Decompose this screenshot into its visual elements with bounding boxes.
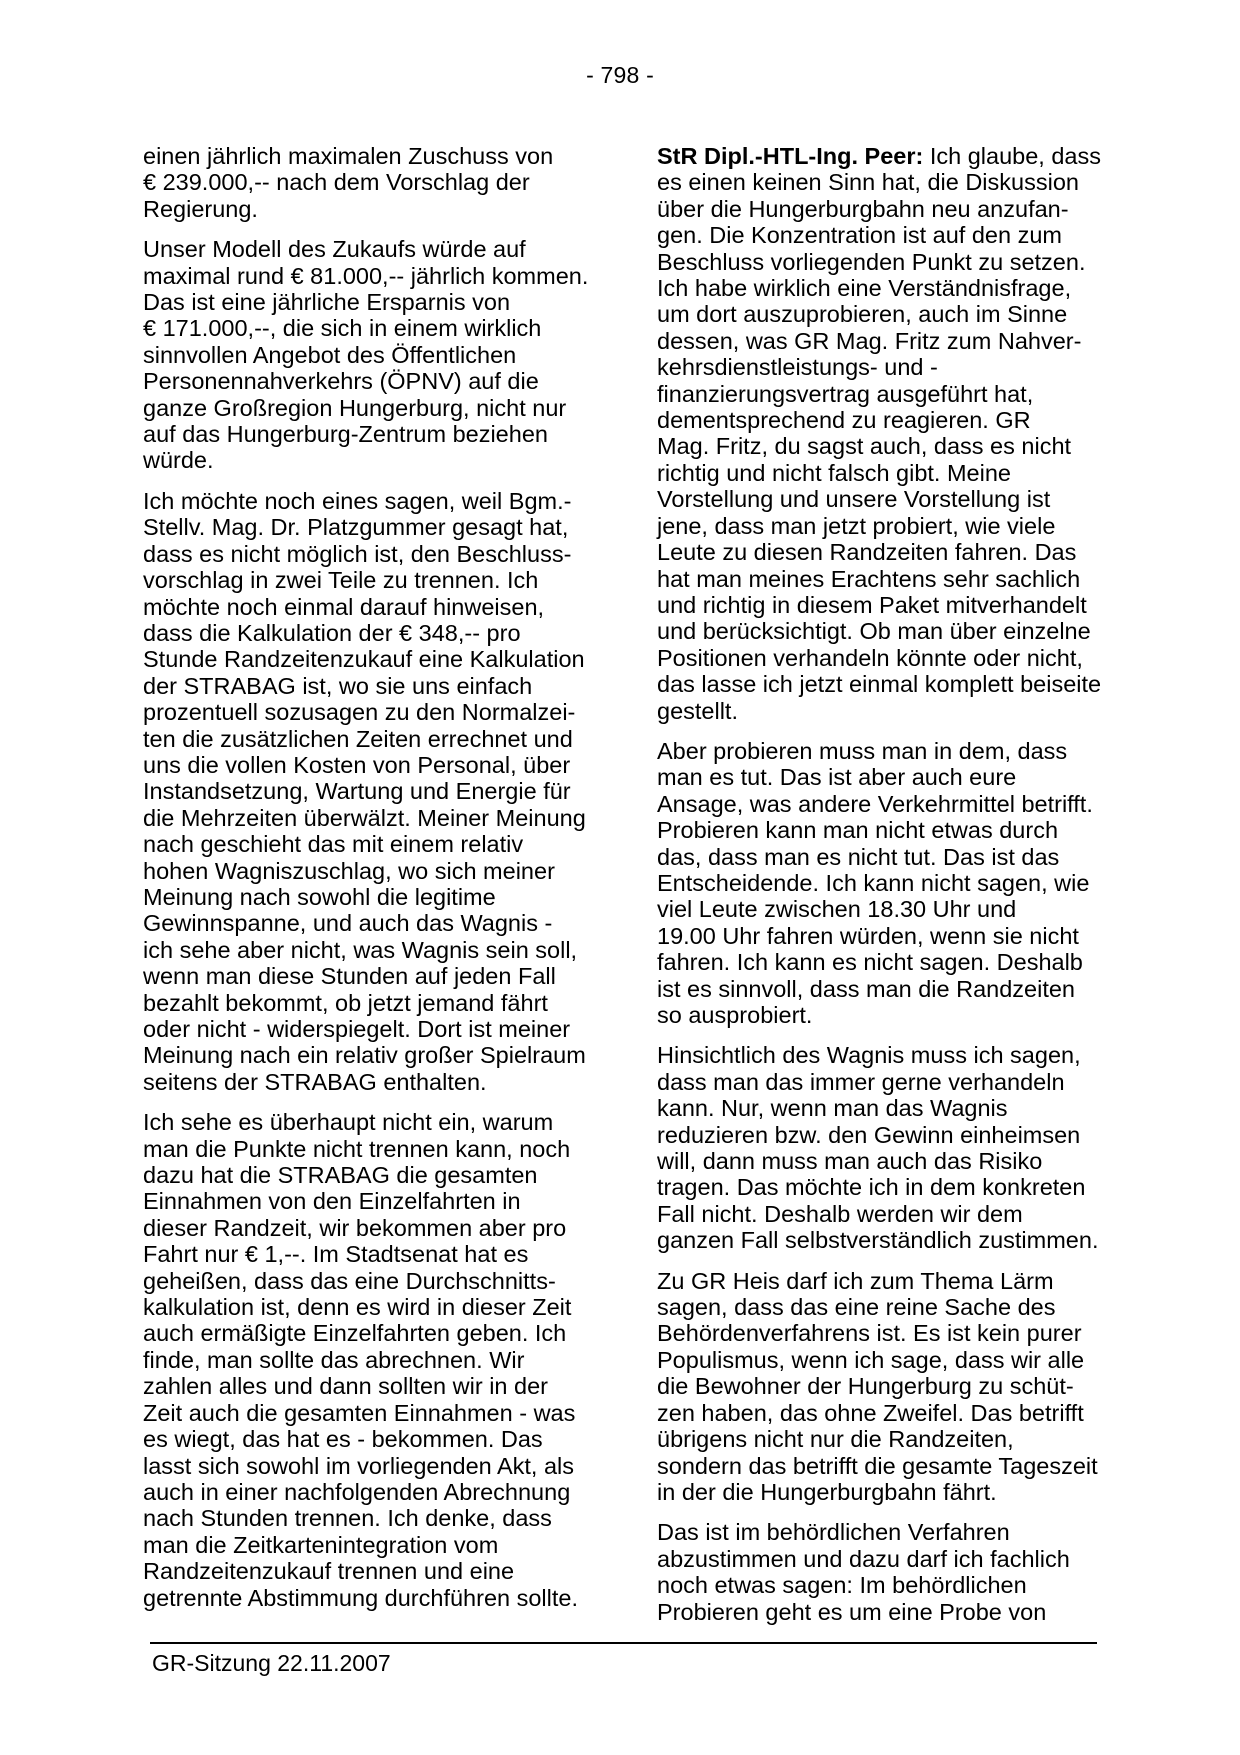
text-line: sagen, dass das eine reine Sache des	[657, 1294, 1056, 1321]
text-line: wenn man diese Stunden auf jeden Fall	[143, 963, 556, 990]
text-line: kalkulation ist, denn es wird in dieser Zeit	[143, 1294, 572, 1321]
text-line: ist es sinnvoll, dass man die Randzeiten	[657, 975, 1075, 1002]
text-line: und berücksichtigt. Ob man über einzelne	[657, 618, 1091, 645]
text-line: € 171.000,--, die sich in einem wirklich	[143, 315, 542, 342]
text-line: dieser Randzeit, wir bekommen aber pro	[143, 1214, 567, 1241]
text-line: Entscheidende. Ich kann nicht sagen, wie	[657, 869, 1090, 896]
text-line: es einen keinen Sinn hat, die Diskussion	[657, 169, 1079, 196]
text-line: die Mehrzeiten überwälzt. Meiner Meinung	[143, 804, 586, 831]
left-column	[143, 143, 643, 1625]
text-line: noch etwas sagen: Im behördlichen	[657, 1572, 1027, 1599]
text-line: Unser Modell des Zukaufs würde auf	[143, 236, 526, 263]
text-line: das lasse ich jetzt einmal komplett beiseite	[657, 671, 1102, 698]
text-line: Mag. Fritz, du sagst auch, dass es nicht	[657, 433, 1072, 460]
text-line: der STRABAG ist, wo sie uns einfach	[143, 672, 533, 699]
text-line: Beschluss vorliegenden Punkt zu setzen.	[657, 248, 1086, 275]
text-line: Fahrt nur € 1,--. Im Stadtsenat hat es	[143, 1241, 529, 1268]
text-line: lasst sich sowohl im vorliegenden Akt, als	[143, 1452, 575, 1479]
text-line: Ich habe wirklich eine Verständnisfrage,	[657, 275, 1072, 302]
text-line: Regierung.	[143, 195, 258, 222]
text-line: viel Leute zwischen 18.30 Uhr und	[657, 896, 1017, 923]
text-line: zahlen alles und dann sollten wir in der	[143, 1373, 548, 1400]
text-line: das, dass man es nicht tut. Das ist das	[657, 843, 1060, 870]
text-line: Ich sehe es überhaupt nicht ein, warum	[143, 1109, 554, 1136]
text-line: man es tut. Das ist aber auch eure	[657, 764, 1017, 791]
text-line: abzustimmen und dazu darf ich fachlich	[657, 1545, 1070, 1572]
paragraph	[143, 488, 643, 1095]
text-line: Das ist eine jährliche Ersparnis von	[143, 289, 511, 316]
text-line: seitens der STRABAG enthalten.	[143, 1068, 487, 1095]
paragraph	[657, 1042, 1117, 1253]
text-line: Stellv. Mag. Dr. Platzgummer gesagt hat,	[143, 514, 569, 541]
text-line: Randzeitenzukauf trennen und eine	[143, 1558, 515, 1585]
text-line: € 239.000,-- nach dem Vorschlag der	[143, 169, 530, 196]
text-line: finanzierungsvertrag ausgeführt hat,	[657, 380, 1034, 407]
text-line: Vorstellung und unsere Vorstellung ist	[657, 486, 1051, 513]
text-line: hat man meines Erachtens sehr sachlich	[657, 565, 1081, 592]
text-line: ganze Großregion Hungerburg, nicht nur	[143, 394, 567, 421]
text-line: ten die zusätzlichen Zeiten errechnet und	[143, 725, 573, 752]
text-line: Positionen verhandeln könnte oder nicht,	[657, 644, 1083, 671]
text-line: dass es nicht möglich ist, den Beschluss-	[143, 540, 572, 567]
speaker-name: StR Dipl.-HTL-Ing. Peer:	[657, 143, 924, 169]
text-line: ganzen Fall selbstverständlich zustimmen.	[657, 1227, 1099, 1254]
text-line: über die Hungerburgbahn neu anzufan-	[657, 195, 1069, 222]
text-line: Meinung nach ein relativ großer Spielraum	[143, 1042, 586, 1069]
text-line: auch in einer nachfolgenden Abrechnung	[143, 1478, 571, 1505]
text-line: Einnahmen von den Einzelfahrten in	[143, 1188, 521, 1215]
text-line: StR Dipl.-HTL-Ing. Peer: Ich glaube, dass	[657, 143, 1102, 169]
text-line: in der die Hungerburgbahn fährt.	[657, 1478, 997, 1505]
text-line: Stunde Randzeitenzukauf eine Kalkulation	[143, 646, 585, 673]
paragraph	[657, 738, 1117, 1028]
text-line: Gewinnspanne, und auch das Wagnis -	[143, 910, 553, 937]
text-line: Ich möchte noch eines sagen, weil Bgm.-	[143, 487, 572, 514]
text-line: würde.	[143, 447, 214, 474]
footer-label: GR-Sitzung 22.11.2007	[152, 1650, 391, 1676]
paragraph	[143, 236, 643, 474]
text-line: geheißen, dass das eine Durchschnitts-	[143, 1267, 556, 1294]
text-line: bezahlt bekommt, ob jetzt jemand fährt	[143, 989, 548, 1016]
text-line: Ansage, was andere Verkehrmittel betrifft.	[657, 790, 1093, 817]
text-line: vorschlag in zwei Teile zu trennen. Ich	[143, 567, 539, 594]
text-line: hohen Wagniszuschlag, wo sich meiner	[143, 857, 555, 884]
text-line: kann. Nur, wenn man das Wagnis	[657, 1095, 1008, 1122]
text-line: Behördenverfahrens ist. Es ist kein purer	[657, 1320, 1082, 1347]
text-line: reduzieren bzw. den Gewinn einheimsen	[657, 1121, 1081, 1148]
text-line: prozentuell sozusagen zu den Normalzei-	[143, 699, 576, 726]
text-line: dementsprechend zu reagieren. GR	[657, 407, 1031, 434]
text-line: gen. Die Konzentration ist auf den zum	[657, 222, 1062, 249]
paragraph	[143, 143, 643, 222]
text-line: es wiegt, das hat es - bekommen. Das	[143, 1426, 543, 1453]
text-line: auch ermäßigte Einzelfahrten geben. Ich	[143, 1320, 567, 1347]
text-line: Aber probieren muss man in dem, dass	[657, 737, 1068, 764]
text-line: dass man das immer gerne verhandeln	[657, 1068, 1065, 1095]
text-line: gestellt.	[657, 697, 738, 724]
text-line: Zu GR Heis darf ich zum Thema Lärm	[657, 1267, 1054, 1294]
text-line: um dort auszuprobieren, auch im Sinne	[657, 301, 1068, 328]
footer-divider	[150, 1642, 1097, 1644]
text-line: getrennte Abstimmung durchführen sollte.	[143, 1584, 579, 1611]
text-line: möchte noch einmal darauf hinweisen,	[143, 593, 545, 620]
text-line: kehrsdienstleistungs- und -	[657, 354, 938, 381]
text-line: Personennahverkehrs (ÖPNV) auf die	[143, 368, 539, 395]
text-line: Populismus, wenn ich sage, dass wir alle	[657, 1346, 1085, 1373]
paragraph	[657, 143, 1117, 724]
text-line: auf das Hungerburg-Zentrum beziehen	[143, 421, 548, 448]
paragraph	[657, 1268, 1117, 1506]
text-line: übrigens nicht nur die Randzeiten,	[657, 1426, 1014, 1453]
text-line: die Bewohner der Hungerburg zu schüt-	[657, 1373, 1074, 1400]
paragraph	[143, 1109, 643, 1611]
text-line: finde, man sollte das abrechnen. Wir	[143, 1346, 525, 1373]
text-line: oder nicht - widerspiegelt. Dort ist meiner	[143, 1016, 571, 1042]
text-line: 19.00 Uhr fahren würden, wenn sie nicht	[657, 922, 1079, 949]
text-line: Instandsetzung, Wartung und Energie für	[143, 778, 571, 805]
text-line: jene, dass man jetzt probiert, wie viele	[657, 512, 1056, 539]
text-line: so ausprobiert.	[657, 1002, 813, 1028]
text-line: dessen, was GR Mag. Fritz zum Nahver-	[657, 327, 1082, 354]
text-line: Meinung nach sowohl die legitime	[143, 883, 496, 910]
text-line: Leute zu diesen Randzeiten fahren. Das	[657, 539, 1077, 566]
text-line: tragen. Das möchte ich in dem konkreten	[657, 1174, 1086, 1201]
text-line: Hinsichtlich des Wagnis muss ich sagen,	[657, 1042, 1081, 1069]
text-line: nach Stunden trennen. Ich denke, dass	[143, 1505, 552, 1532]
text-line: sondern das betrifft die gesamte Tageszeit	[657, 1452, 1098, 1479]
text-line: maximal rund € 81.000,-- jährlich kommen.	[143, 262, 589, 289]
text-line: Probieren geht es um eine Probe von	[657, 1598, 1047, 1625]
page-number: - 798 -	[586, 62, 654, 88]
text-line: und richtig in diesem Paket mitverhandelt	[657, 591, 1087, 618]
text-line: richtig und nicht falsch gibt. Meine	[657, 459, 1011, 486]
text-line: man die Punkte nicht trennen kann, noch	[143, 1135, 571, 1162]
text-line: Das ist im behördlichen Verfahren	[657, 1519, 1010, 1546]
text-line: Fall nicht. Deshalb werden wir dem	[657, 1200, 1023, 1227]
text-line: nach geschieht das mit einem relativ	[143, 831, 524, 858]
text-line: ich sehe aber nicht, was Wagnis sein soll,	[143, 936, 578, 963]
text-line: zen haben, das ohne Zweifel. Das betrifft	[657, 1399, 1084, 1426]
text-line: dazu hat die STRABAG die gesamten	[143, 1162, 538, 1189]
text-line: uns die vollen Kosten von Personal, über	[143, 751, 571, 778]
right-column	[657, 143, 1117, 1639]
text-line: dass die Kalkulation der € 348,-- pro	[143, 619, 521, 646]
text-line: fahren. Ich kann es nicht sagen. Deshalb	[657, 949, 1083, 976]
text-line: Zeit auch die gesamten Einnahmen - was	[143, 1399, 576, 1426]
text-line: einen jährlich maximalen Zuschuss von	[143, 143, 554, 169]
text-line: will, dann muss man auch das Risiko	[657, 1148, 1043, 1175]
paragraph	[657, 1519, 1117, 1625]
text-line: Probieren kann man nicht etwas durch	[657, 817, 1059, 844]
text-line: sinnvollen Angebot des Öffentlichen	[143, 341, 517, 368]
text-line: man die Zeitkartenintegration vom	[143, 1531, 499, 1558]
